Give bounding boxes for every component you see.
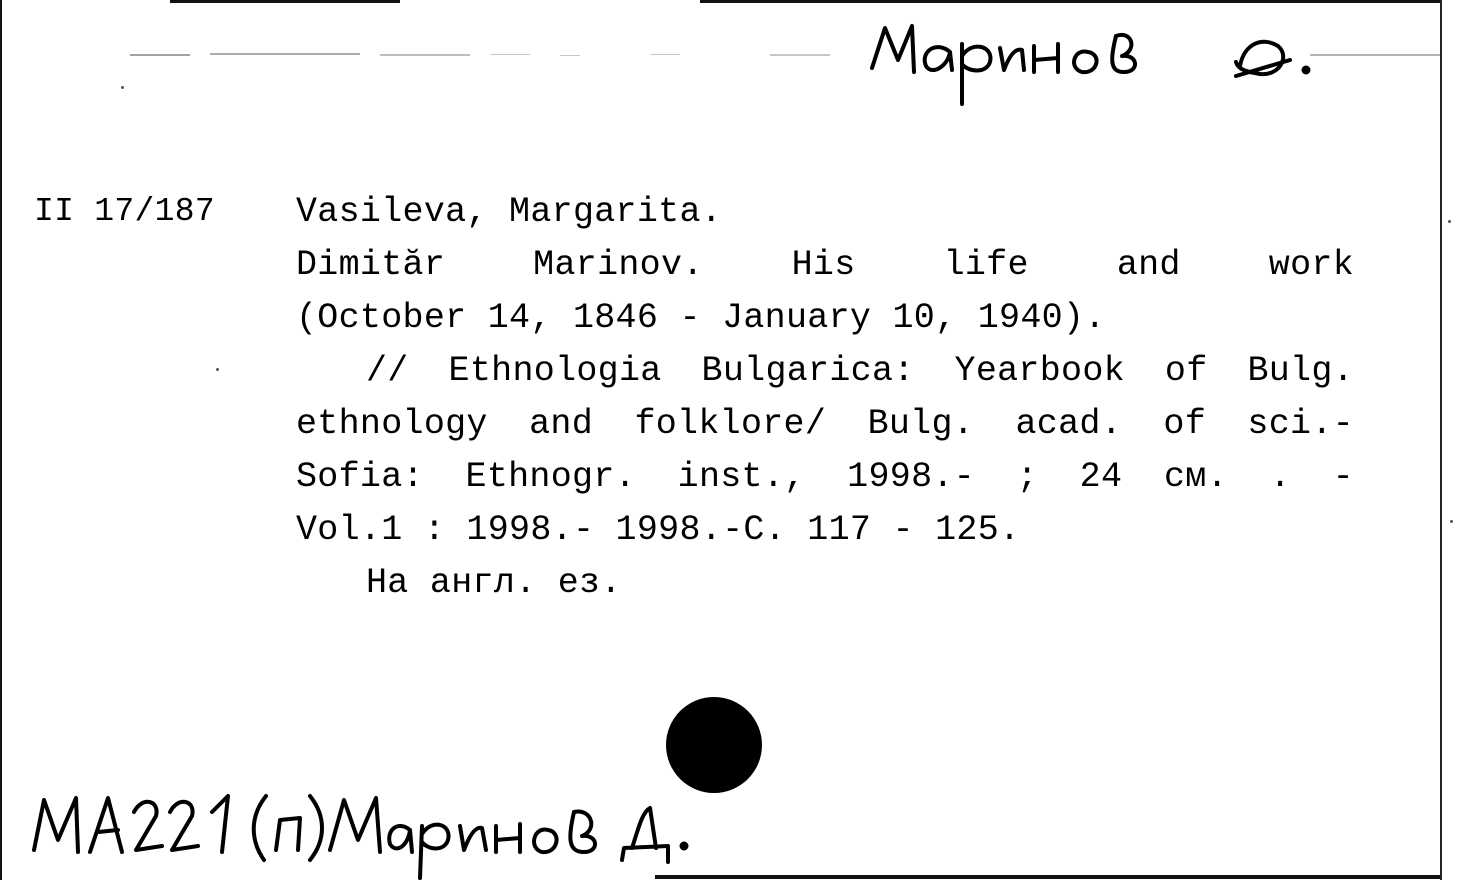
card-bottom-edge: [655, 875, 1440, 879]
volume-line: Vol.1 : 1998.- 1998.-С. 117 - 125.: [296, 510, 1021, 550]
title-word: His: [791, 245, 856, 285]
card-top-edge: [170, 0, 400, 3]
dates-line: (October 14, 1846 - January 10, 1940).: [296, 298, 1106, 338]
scan-noise-line: [130, 48, 1440, 62]
series-word: folklore/: [634, 404, 827, 444]
publisher-word: -: [1332, 457, 1354, 497]
source-word: Bulgarica:: [701, 351, 915, 391]
publisher-word: .: [1269, 457, 1291, 497]
scan-speck: [121, 86, 124, 89]
title-word: and: [1116, 245, 1181, 285]
scan-speck: [1450, 520, 1453, 523]
source-word: //: [366, 351, 409, 391]
card-top-edge: [700, 0, 1440, 3]
series-word: of: [1163, 404, 1207, 444]
author-line: Vasileva, Margarita.: [296, 192, 723, 232]
series-word: ethnology: [296, 404, 488, 444]
series-word: acad.: [1015, 404, 1123, 444]
scan-speck: [216, 368, 219, 371]
language-note: На англ. ез.: [366, 563, 622, 603]
scan-speck: [1448, 220, 1451, 223]
card-left-edge: [0, 0, 2, 880]
series-line: [296, 404, 1354, 444]
publisher-word: 1998.-: [847, 457, 975, 497]
publisher-word: ;: [1016, 457, 1038, 497]
call-number: II 17/187: [34, 193, 215, 230]
title-word: work: [1268, 245, 1354, 285]
source-word: Ethnologia: [448, 351, 662, 391]
publisher-word: 24: [1079, 457, 1123, 497]
publisher-word: inst.,: [677, 457, 806, 497]
publisher-word: см.: [1163, 457, 1228, 497]
title-line: [296, 245, 1354, 285]
source-word: Bulg.: [1247, 351, 1354, 391]
publisher-line: [296, 457, 1354, 497]
card-right-edge: [1440, 0, 1442, 880]
series-word: sci.-: [1247, 404, 1354, 444]
series-word: Bulg.: [867, 404, 975, 444]
title-word: Dimităr: [296, 245, 446, 285]
source-line: [366, 351, 1354, 391]
publisher-word: Ethnogr.: [465, 457, 636, 497]
series-word: and: [529, 404, 594, 444]
source-word: Yearbook: [954, 351, 1125, 391]
punch-hole: [666, 697, 762, 793]
title-word: Marinov.: [533, 245, 704, 285]
publisher-word: Sofia:: [296, 457, 424, 497]
title-word: life: [943, 245, 1029, 285]
source-word: of: [1164, 351, 1208, 391]
